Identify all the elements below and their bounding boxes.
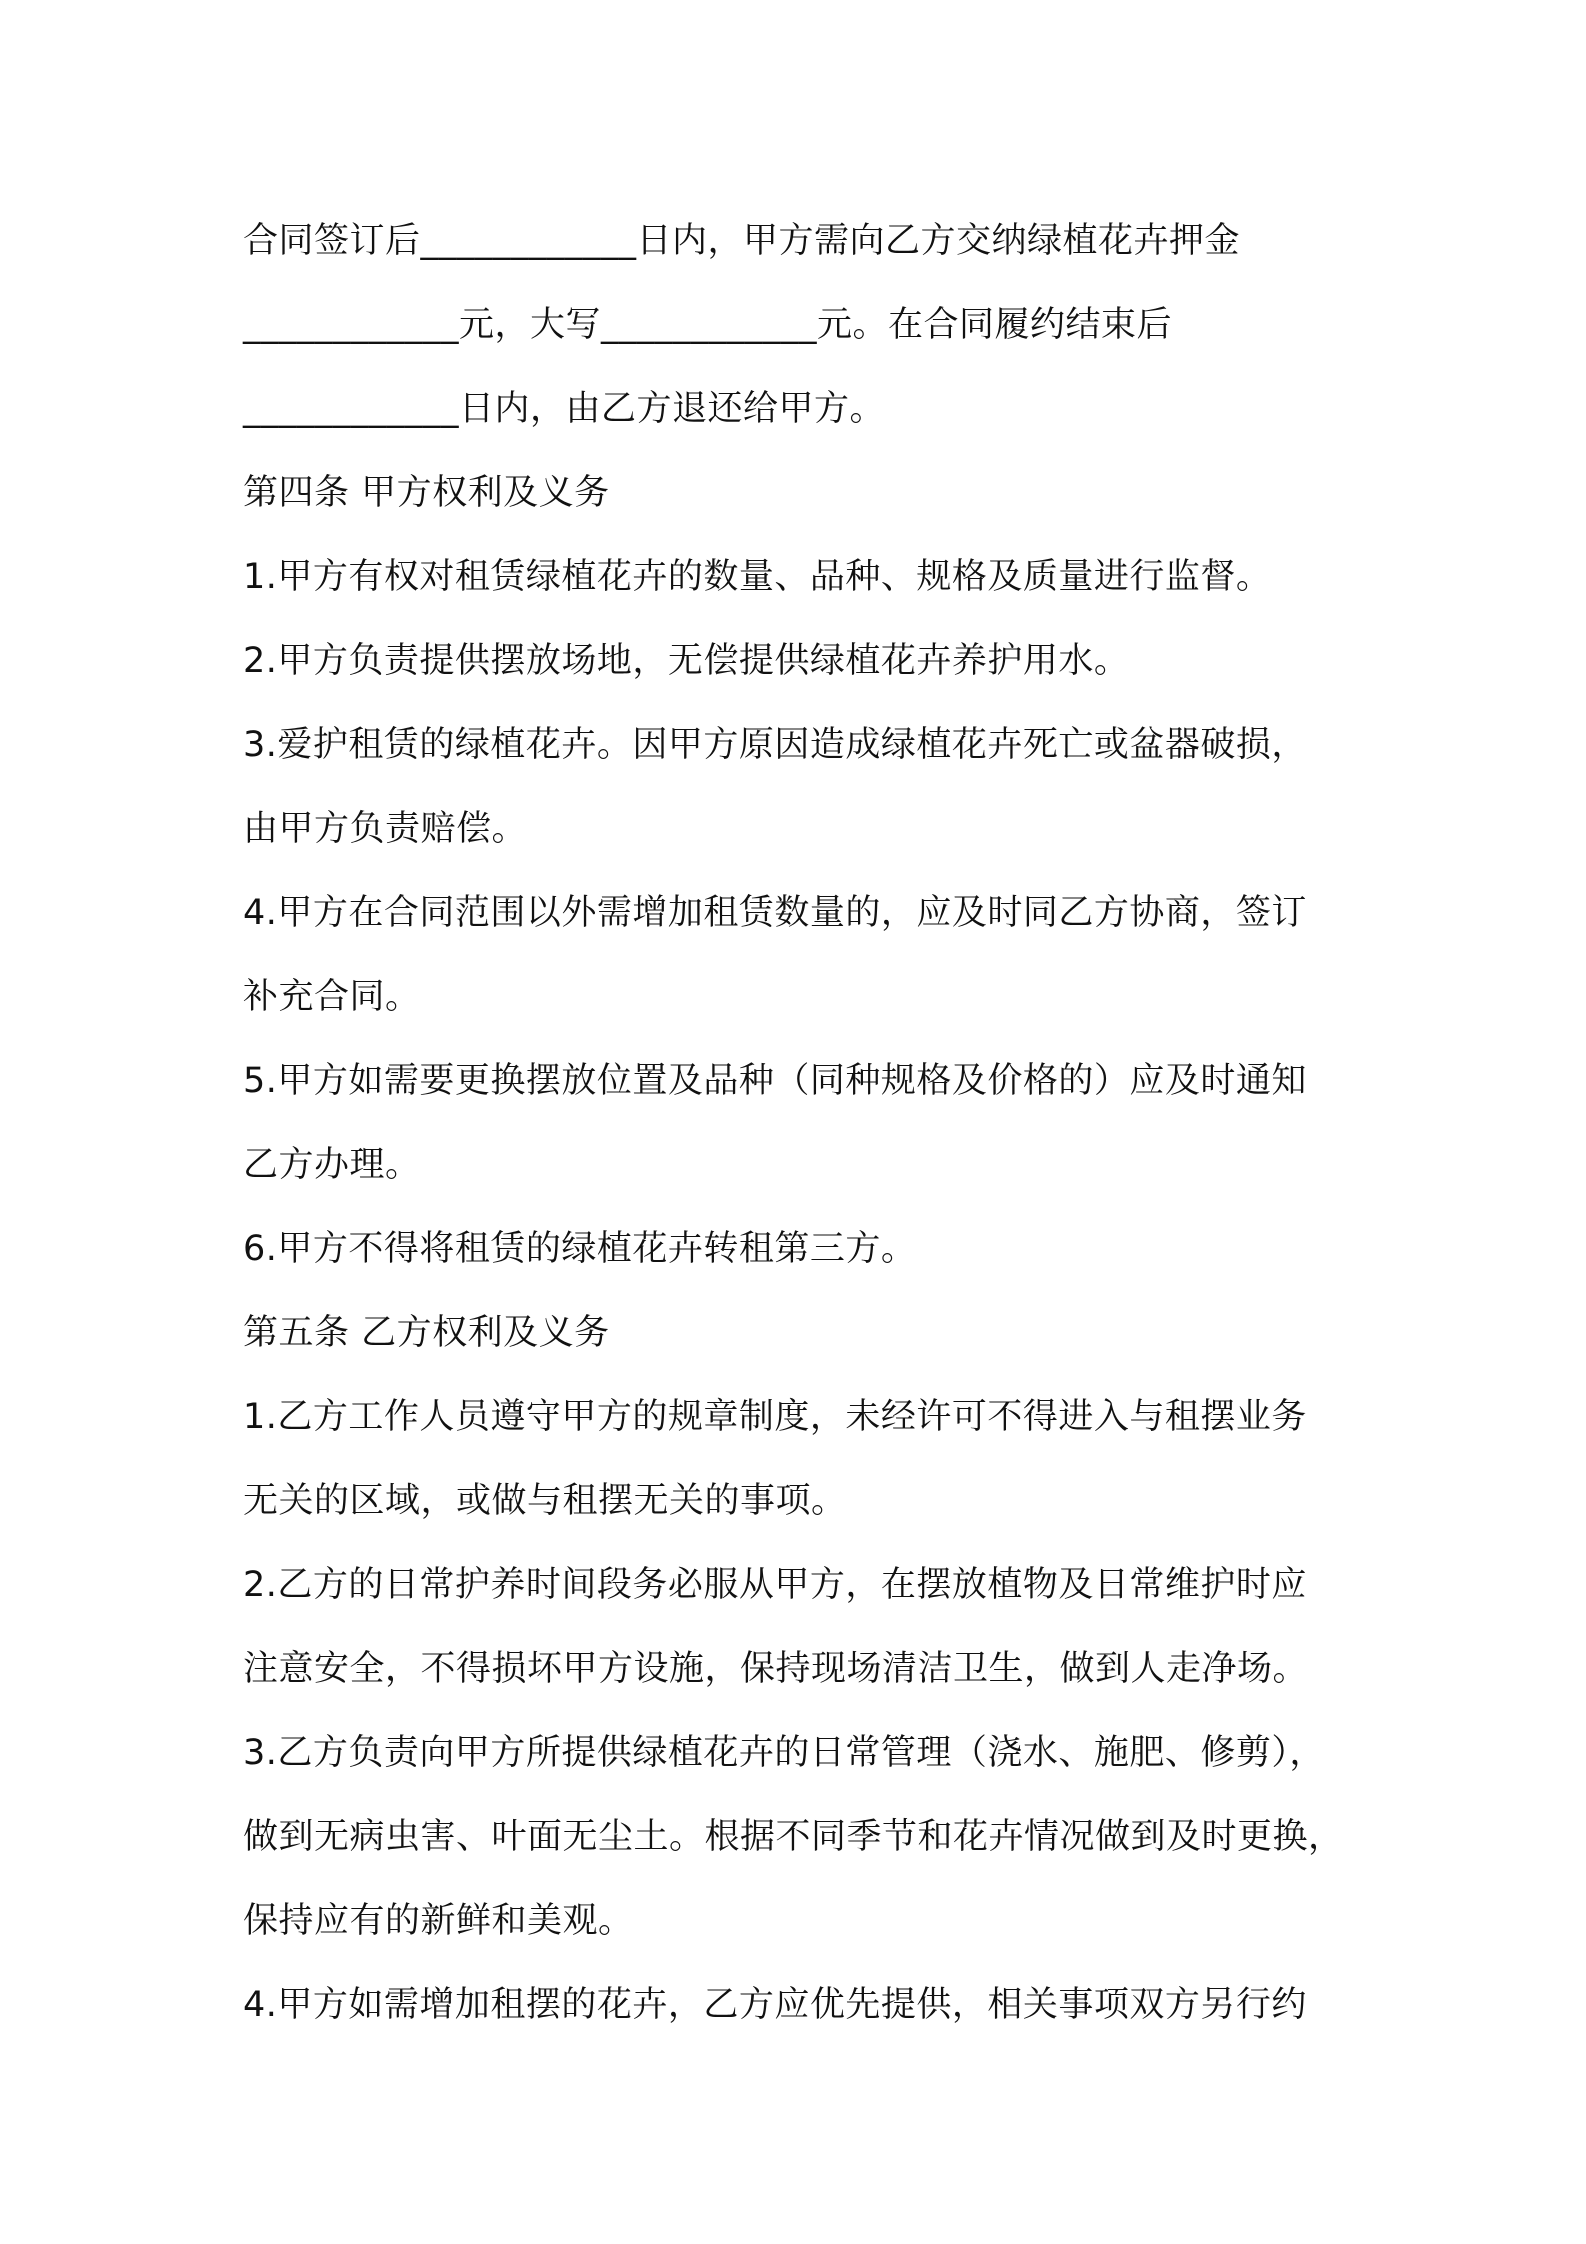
text-line: 3.乙方负责向甲方所提供绿植花卉的日常管理（浇水、施肥、修剪）， xyxy=(243,1733,1325,1773)
section-heading: 第四条 甲方权利及义务 xyxy=(243,473,610,513)
contract-page xyxy=(243,199,1363,2047)
text-line: 4.甲方如需增加租摆的花卉，乙方应优先提供，相关事项双方另行约 xyxy=(243,1985,1307,2025)
text-line: 乙方办理。 xyxy=(243,1145,421,1185)
text-line: ____________元，大写____________元。在合同履约结束后 xyxy=(243,305,1173,345)
section-heading: 第五条 乙方权利及义务 xyxy=(243,1313,610,1353)
text-line: 由甲方负责赔偿。 xyxy=(243,809,528,849)
text-line: 合同签订后____________日内，甲方需向乙方交纳绿植花卉押金 xyxy=(243,221,1241,261)
text-line: 2.乙方的日常护养时间段务必服从甲方，在摆放植物及日常维护时应 xyxy=(243,1565,1307,1605)
text-line: 2.甲方负责提供摆放场地，无偿提供绿植花卉养护用水。 xyxy=(243,641,1130,681)
text-line: 4.甲方在合同范围以外需增加租赁数量的，应及时同乙方协商，签订 xyxy=(243,893,1307,933)
text-line: 补充合同。 xyxy=(243,977,421,1017)
text-line: 6.甲方不得将租赁的绿植花卉转租第三方。 xyxy=(243,1229,917,1269)
text-line: 3.爱护租赁的绿植花卉。因甲方原因造成绿植花卉死亡或盆器破损， xyxy=(243,725,1307,765)
text-line: ____________日内，由乙方退还给甲方。 xyxy=(243,389,886,429)
text-line: 1.甲方有权对租赁绿植花卉的数量、品种、规格及质量进行监督。 xyxy=(243,557,1272,597)
text-line: 无关的区域，或做与租摆无关的事项。 xyxy=(243,1481,847,1521)
text-line: 保持应有的新鲜和美观。 xyxy=(243,1901,634,1941)
text-line: 1.乙方工作人员遵守甲方的规章制度，未经许可不得进入与租摆业务 xyxy=(243,1397,1307,1437)
text-line: 注意安全，不得损坏甲方设施，保持现场清洁卫生，做到人走净场。 xyxy=(243,1649,1309,1689)
text-line: 做到无病虫害、叶面无尘土。根据不同季节和花卉情况做到及时更换， xyxy=(243,1817,1344,1857)
text-line: 5.甲方如需要更换摆放位置及品种（同种规格及价格的）应及时通知 xyxy=(243,1061,1307,1101)
